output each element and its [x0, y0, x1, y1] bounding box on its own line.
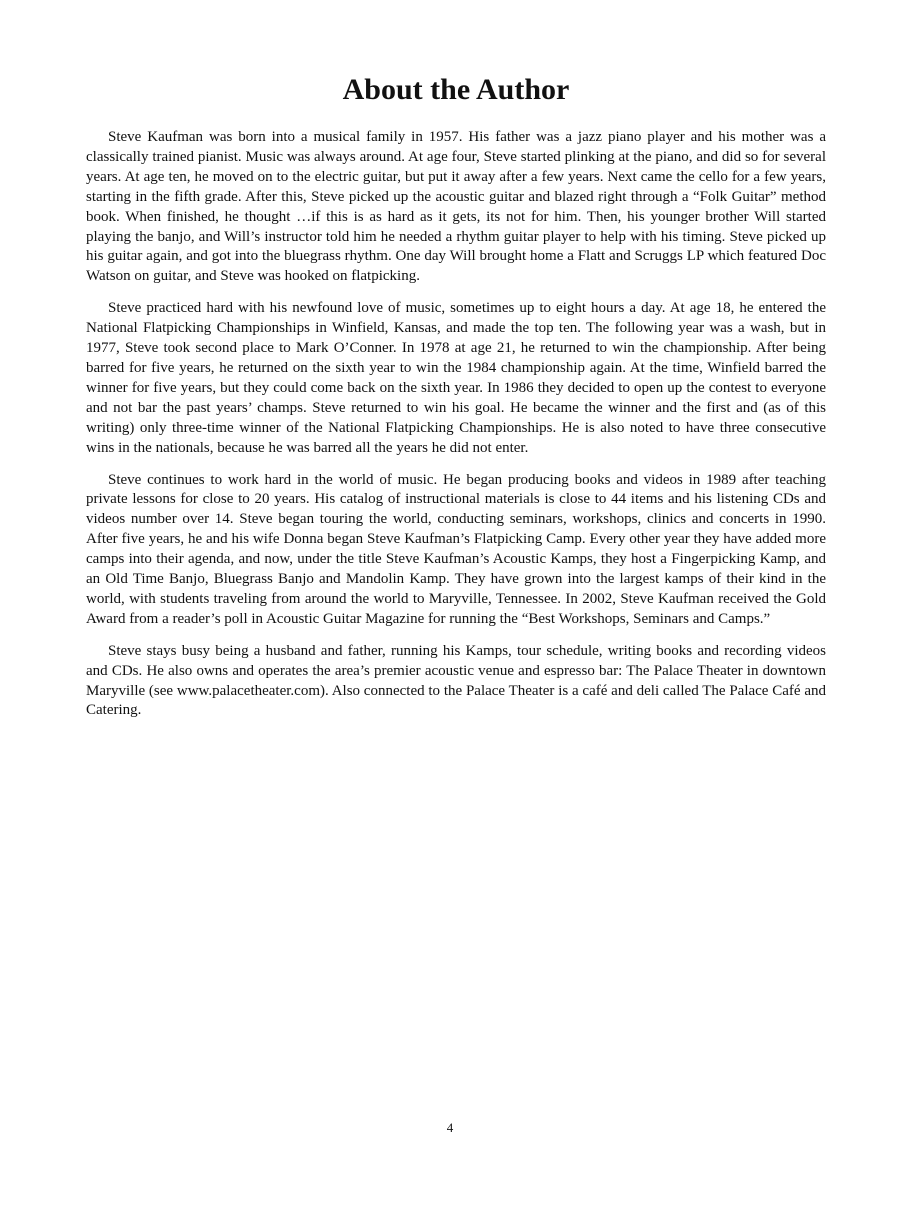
paragraph-career: Steve continues to work hard in the world of music. He began producing books and videos in 1989 after teaching private lessons for close to 20 years. His catalog of instructional materials is close to 44 items and his listening CDs and videos number over 14. Steve began touring the world, conducting seminars, workshops, clinics and concerts in 1990. After five years, he and his wife Donna began Steve Kaufman’s Flatpicking Camp. Every other year they have added more camps into their agenda, and now, under the title Steve Kaufman’s Acoustic Kamps, they host a Fingerpicking Kamp, and an Old Time Banjo, Bluegrass Banjo and Mandolin Kamp. They have grown into the largest kamps of their kind in the world, with students traveling from around the world to Maryville, Tennessee. In 2002, Steve Kaufman received the Gold Award from a reader’s poll in Acoustic Guitar Magazine for running the “Best Workshops, Seminars and Camps.” [86, 471, 826, 627]
page-number: 4 [446, 1120, 454, 1135]
page-content [86, 70, 826, 733]
page-title: About the Author [342, 73, 570, 106]
paragraph-championships: Steve practiced hard with his newfound love of music, sometimes up to eight hours a day. At age 18, he entered the National Flatpicking Championships in Winfield, Kansas, and made the top ten. The following year was a wash, but in 1977, Steve took second place to Mark O’Conner. In 1978 at age 21, he returned to win the championship. After being barred for five years, he returned on the sixth year to win the 1984 championship again. At the time, Winfield barred the winner for five years, but they could come back on the sixth year. In 1986 they decided to open up the contest to everyone and not bar the past years’ champs. Steve returned to win his goal. He became the winner and the first and (as of this writing) only three-time winner of the National Flatpicking Championships. He is also noted to have three consecutive wins in the nationals, because he was barred all the years he did not enter. [86, 300, 826, 456]
paragraph-current: Steve stays busy being a husband and father, running his Kamps, tour schedule, writing books and recording videos and CDs. He also owns and operates the area’s premier acoustic venue and espresso bar: The Palace Theater in downtown Maryville (see www.palacetheater.com). Also connected to the Palace Theater is a café and deli called The Palace Café and Catering. [86, 642, 826, 719]
paragraph-early-life: Steve Kaufman was born into a musical family in 1957. His father was a jazz piano player and his mother was a classically trained pianist. Music was always around. At age four, Steve started plinking at the piano, and did so for several years. At age ten, he moved on to the electric guitar, but put it away after a few years. Next came the cello for a few years, starting in the fifth grade. After this, Steve picked up the acoustic guitar and blazed right through a “Folk Guitar” method book. When finished, he thought …if this is as hard as it gets, its not for him. Then, his younger brother Will started playing the banjo, and Will’s instructor told him he needed a rhythm guitar player to help with his timing. Steve picked up his guitar again, and got into the bluegrass rhythm. One day Will brought home a Flatt and Scruggs LP which featured Doc Watson on guitar, and Steve was hooked on flatpicking. [86, 129, 826, 285]
